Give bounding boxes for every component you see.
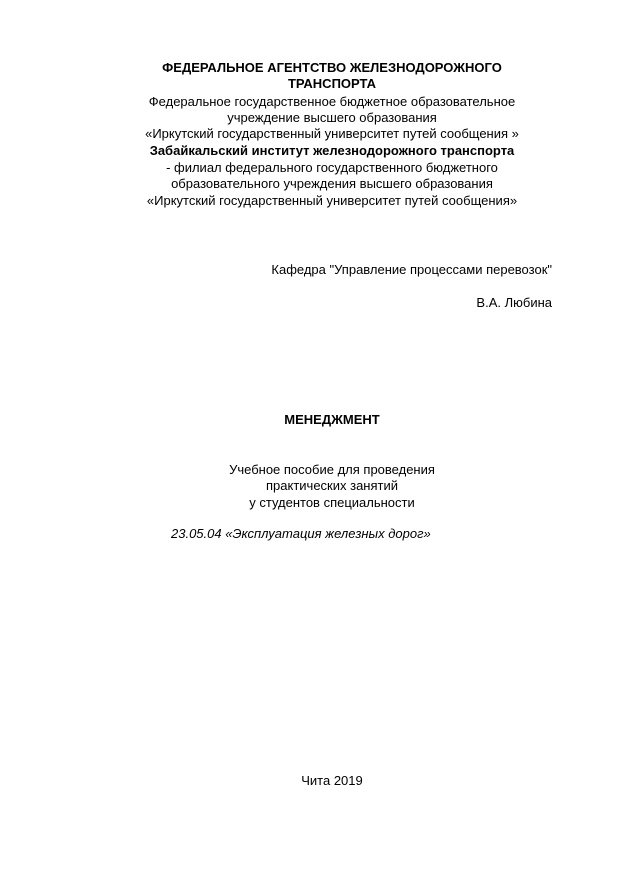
description-line-2: практических занятий bbox=[266, 478, 398, 493]
institution-line-1: Федеральное государственное бюджетное образовательное bbox=[148, 94, 516, 109]
branch-line-3: «Иркутский государственный университет путей сообщения» bbox=[146, 193, 518, 208]
department-name: Кафедра "Управление процессами перевозок" bbox=[271, 262, 552, 277]
branch-line-1: - филиал федерального государственного бюджетного bbox=[166, 160, 498, 175]
institution-line-3: «Иркутский государственный университет путей сообщения » bbox=[145, 126, 519, 141]
institution-line-2: учреждение высшего образования bbox=[227, 110, 437, 125]
description-line-1: Учебное пособие для проведения bbox=[229, 462, 435, 477]
branch-name: Забайкальский институт железнодорожного транспорта bbox=[149, 143, 515, 158]
branch-line-2: образовательного учреждения высшего образования bbox=[171, 176, 493, 191]
agency-line-1: ФЕДЕРАЛЬНОЕ АГЕНТСТВО ЖЕЛЕЗНОДОРОЖНОГО bbox=[162, 60, 502, 75]
author-name: В.А. Любина bbox=[476, 295, 552, 310]
city-year: Чита 2019 bbox=[301, 773, 363, 788]
specialty-code: 23.05.04 «Эксплуатация железных дорог» bbox=[171, 526, 431, 541]
description-line-3: у студентов специальности bbox=[249, 495, 415, 510]
document-title: МЕНЕДЖМЕНТ bbox=[284, 412, 380, 427]
agency-line-2: ТРАНСПОРТА bbox=[287, 76, 377, 91]
